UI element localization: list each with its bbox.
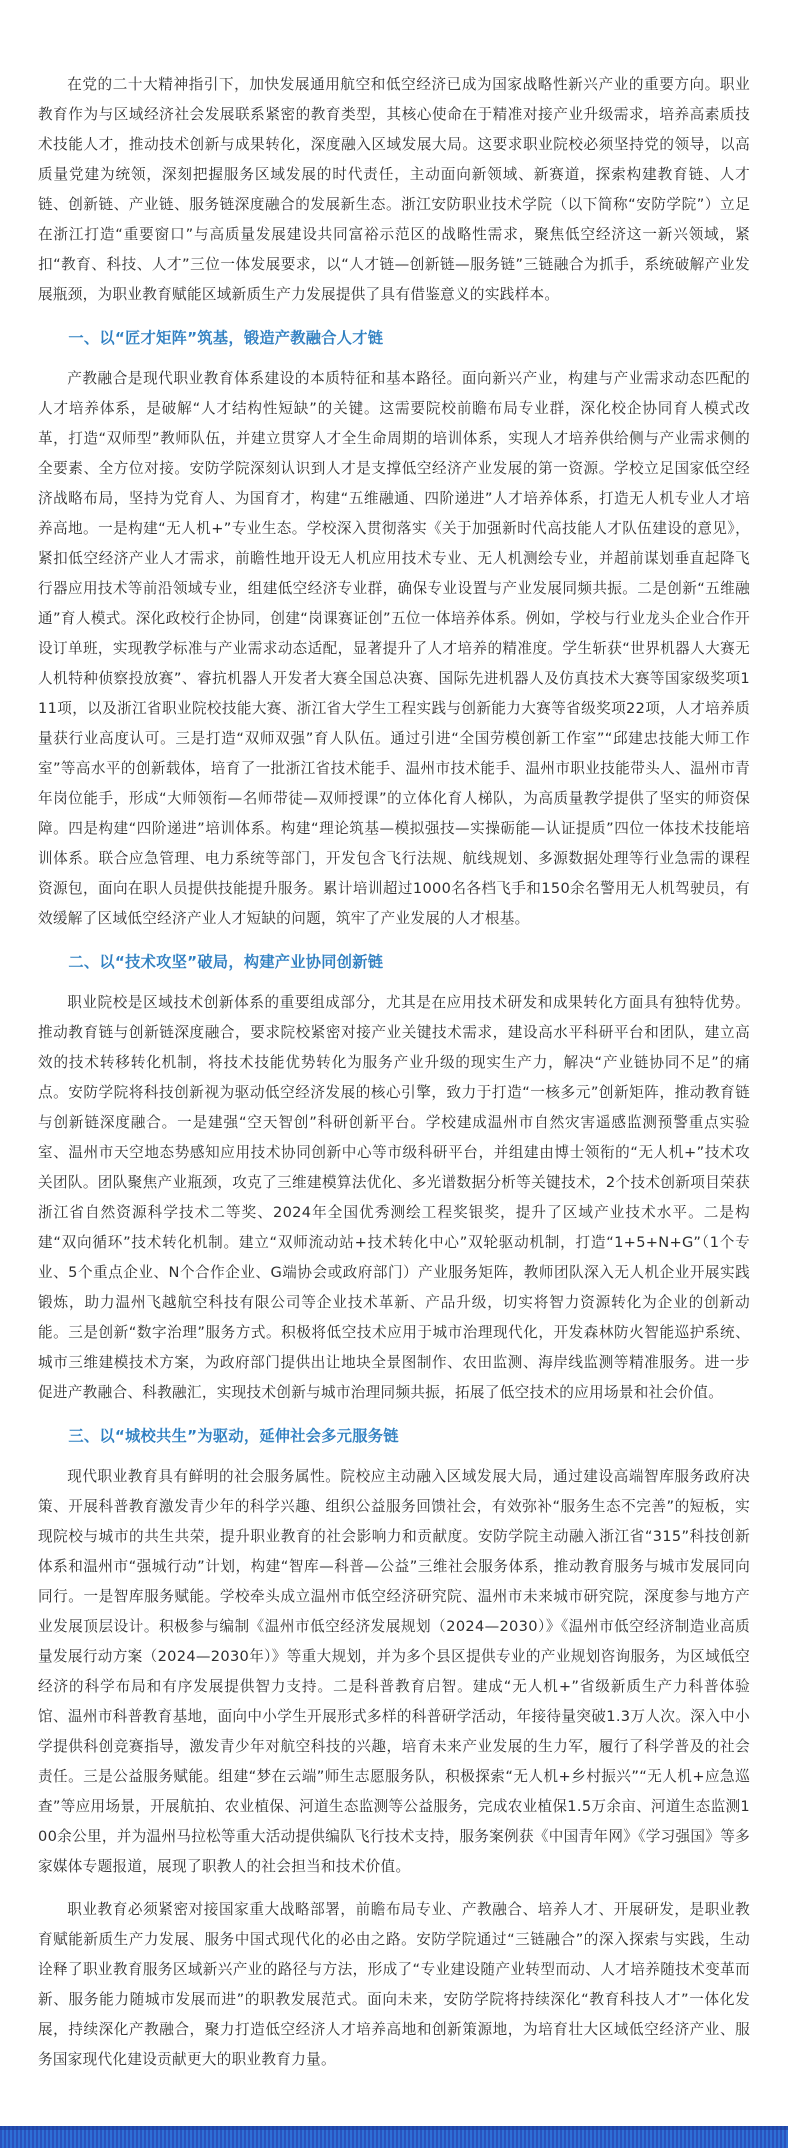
footer-decorative-band xyxy=(0,2126,788,2148)
intro-paragraph: 在党的二十大精神指引下，加快发展通用航空和低空经济已成为国家战略性新兴产业的重要方向。职业教育作为与区域经济社会发展联系紧密的教育类型，其核心使命在于精准对接产业升级需求，培养高素质技术技能人才，推动技术创新与成果转化，深度融入区域发展大局。这要求职业院校必须坚持党的领导，以高质量党建为统领，深刻把握服务区域发展的时代责任，主动面向新领域、新赛道，探索构建教育链、人才链、创新链、产业链、服务链深度融合的发展新生态。浙江安防职业技术学院（以下简称“安防学院”）立足在浙江打造“重要窗口”与高质量发展建设共同富裕示范区的战略性需求，聚焦低空经济这一新兴领域，紧扣“教育、科技、人才”三位一体发展要求，以“人才链—创新链—服务链”三链融合为抓手，系统破解产业发展瓶颈，为职业教育赋能区域新质生产力发展提供了具有借鉴意义的实践样本。 xyxy=(38,76,750,303)
section-1-heading: 一、以“匠才矩阵”筑基，锻造产教融合人才链 xyxy=(68,329,384,347)
section-1-paragraph: 产教融合是现代职业教育体系建设的本质特征和基本路径。面向新兴产业，构建与产业需求动态匹配的人才培养体系，是破解“人才结构性短缺”的关键。这需要院校前瞻布局专业群，深化校企协同育人模式改革，打造“双师型”教师队伍，并建立贯穿人才全生命周期的培训体系，实现人才培养供给侧与产业需求侧的全要素、全方位对接。安防学院深刻认识到人才是支撑低空经济产业发展的第一资源。学校立足国家低空经济战略布局，坚持为党育人、为国育才，构建“五维融通、四阶递进”人才培养体系，打造无人机专业人才培养高地。一是构建“无人机+”专业生态。学校深入贯彻落实《关于加强新时代高技能人才队伍建设的意见》，紧扣低空经济产业人才需求，前瞻性地开设无人机应用技术专业、无人机测绘专业，并超前谋划垂直起降飞行器应用技术等前沿领域专业，组建低空经济专业群，确保专业设置与产业发展同频共振。二是创新“五维融通”育人模式。深化政校行企协同，创建“岗课赛证创”五位一体培养体系。例如，学校与行业龙头企业合作开设订单班，实现教学标准与产业需求动态适配，显著提升了人才培养的精准度。学生斩获“世界机器人大赛无人机特种侦察投放赛”、睿抗机器人开发者大赛全国总决赛、国际先进机器人及仿真技术大赛等国家级奖项111项，以及浙江省职业院校技能大赛、浙江省大学生工程实践与创新能力大赛等省级奖项22项，人才培养质量获行业高度认可。三是打造“双师双强”育人队伍。通过引进“全国劳模创新工作室”“邱建忠技能大师工作室”等高水平的创新载体，培育了一批浙江省技术能手、温州市技术能手、温州市职业技能带头人、温州市青年岗位能手，形成“大师领衔—名师带徒—双师授课”的立体化育人梯队，为高质量教学提供了坚实的师资保障。四是构建“四阶递进”培训体系。构建“理论筑基—模拟强技—实操砺能—认证提质”四位一体技术技能培训体系。联合应急管理、电力系统等部门，开发包含飞行法规、航线规划、多源数据处理等行业急需的课程资源包，面向在职人员提供技能提升服务。累计培训超过1000名各档飞手和150余名警用无人机驾驶员，有效缓解了区域低空经济产业人才短缺的问题，筑牢了产业发展的人才根基。 xyxy=(38,370,750,927)
section-3-heading: 三、以“城校共生”为驱动，延伸社会多元服务链 xyxy=(68,1427,399,1445)
section-2-paragraph: 职业院校是区域技术创新体系的重要组成部分，尤其是在应用技术研发和成果转化方面具有独特优势。推动教育链与创新链深度融合，要求院校紧密对接产业关键技术需求，建设高水平科研平台和团队，建立高效的技术转移转化机制，将技术技能优势转化为服务产业升级的现实生产力，解决“产业链协同不足”的痛点。安防学院将科技创新视为驱动低空经济发展的核心引擎，致力于打造“一核多元”创新矩阵，推动教育链与创新链深度融合。一是建强“空天智创”科研创新平台。学校建成温州市自然灾害遥感监测预警重点实验室、温州市天空地态势感知应用技术协同创新中心等市级科研平台，并组建由博士领衔的“无人机+”技术攻关团队。团队聚焦产业瓶颈，攻克了三维建模算法优化、多光谱数据分析等关键技术，2个技术创新项目荣获浙江省自然资源科学技术二等奖、2024年全国优秀测绘工程奖银奖，提升了区域产业技术水平。二是构建“双向循环”技术转化机制。建立“双师流动站+技术转化中心”双轮驱动机制，打造“1+5+N+G”（1个专业、5个重点企业、N个合作企业、G端协会或政府部门）产业服务矩阵，教师团队深入无人机企业开展实践锻炼，助力温州飞越航空科技有限公司等企业技术革新、产品升级，切实将智力资源转化为企业的创新动能。三是创新“数字治理”服务方式。积极将低空技术应用于城市治理现代化，开发森林防火智能巡护系统、城市三维建模技术方案，为政府部门提供出让地块全景图制作、农田监测、海岸线监测等精准服务。进一步促进产教融合、科教融汇，实现技术创新与城市治理同频共振，拓展了低空技术的应用场景和社会价值。 xyxy=(38,994,750,1401)
conclusion-paragraph: 职业教育必须紧密对接国家重大战略部署，前瞻布局专业、产教融合、培养人才、开展研发，是职业教育赋能新质生产力发展、服务中国式现代化的必由之路。安防学院通过“三链融合”的深入探索与实践，生动诠释了职业教育服务区域新兴产业的路径与方法，形成了“专业建设随产业转型而动、人才培养随技术变革而新、服务能力随城市发展而进”的职教发展范式。面向未来，安防学院将持续深化“教育科技人才”一体化发展，持续深化产教融合，聚力打造低空经济人才培养高地和创新策源地，为培育壮大区域低空经济产业、服务国家现代化建设贡献更大的职业教育力量。 xyxy=(38,1901,750,2068)
section-3-paragraph: 现代职业教育具有鲜明的社会服务属性。院校应主动融入区域发展大局，通过建设高端智库服务政府决策、开展科普教育激发青少年的科学兴趣、组织公益服务回馈社会，有效弥补“服务生态不完善”的短板，实现院校与城市的共生共荣，提升职业教育的社会影响力和贡献度。安防学院主动融入浙江省“315”科技创新体系和温州市“强城行动”计划，构建“智库—科普—公益”三维社会服务体系，推动教育服务与城市发展同向同行。一是智库服务赋能。学校牵头成立温州市低空经济研究院、温州市未来城市研究院，深度参与地方产业发展顶层设计。积极参与编制《温州市低空经济发展规划（2024—2030）》《温州市低空经济制造业高质量发展行动方案（2024—2030年）》等重大规划，并为多个县区提供专业的产业规划咨询服务，为区域低空经济的科学布局和有序发展提供智力支持。二是科普教育启智。建成“无人机+”省级新质生产力科普体验馆、温州市科普教育基地，面向中小学生开展形式多样的科普研学活动，年接待量突破1.3万人次。深入中小学提供科创竞赛指导，激发青少年对航空科技的兴趣，培育未来产业发展的生力军，履行了科学普及的社会责任。三是公益服务赋能。组建“梦在云端”师生志愿服务队，积极探索“无人机+乡村振兴”“无人机+应急巡查”等应用场景，开展航拍、农业植保、河道生态监测等公益服务，完成农业植保1.5万余亩、河道生态监测100余公里，并为温州马拉松等重大活动提供编队飞行技术支持，服务案例获《中国青年网》《学习强国》等多家媒体专题报道，展现了职教人的社会担当和技术价值。 xyxy=(38,1468,750,1875)
article-body xyxy=(38,70,750,2088)
section-2-heading: 二、以“技术攻坚”破局，构建产业协同创新链 xyxy=(68,953,384,971)
